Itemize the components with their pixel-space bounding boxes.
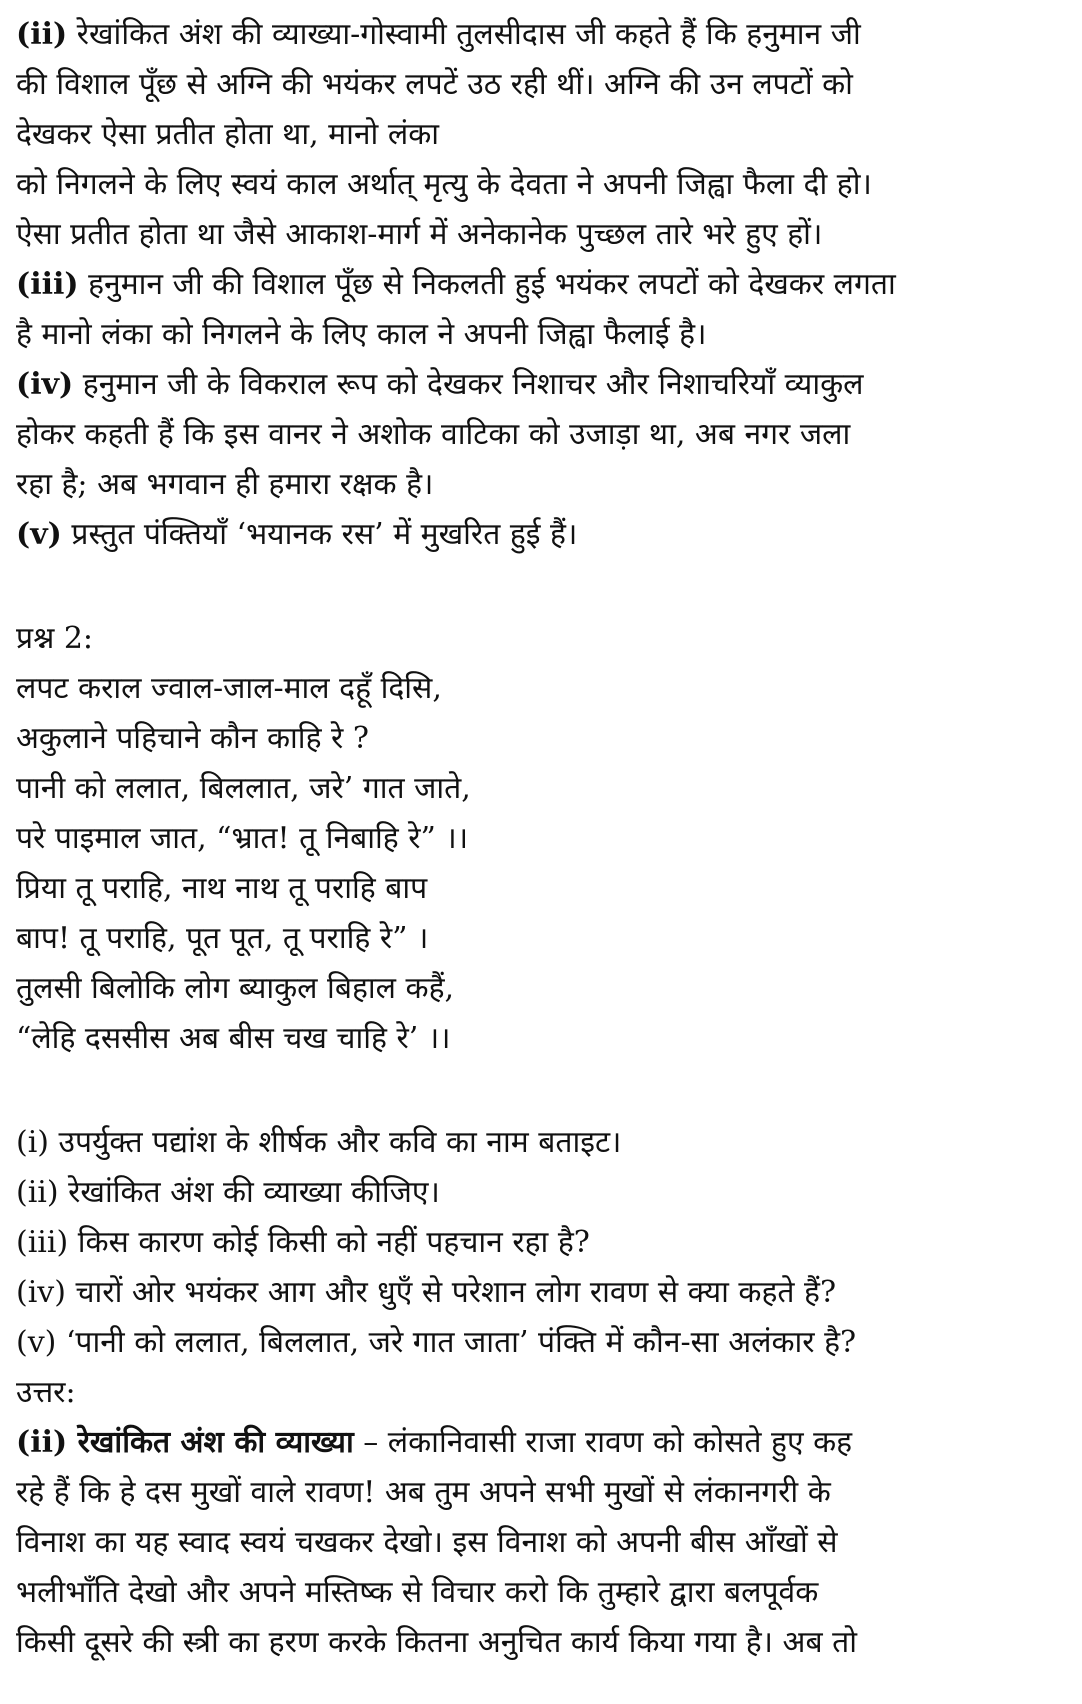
answer-iii-line-2: है मानो लंका को निगलने के लिए काल ने अपनी जिह्वा फैलाई है। bbox=[16, 317, 707, 352]
answer-ii-line-3: देखकर ऐसा प्रतीत होता था, मानो लंका bbox=[16, 117, 440, 152]
answer-iii-label: (iii) bbox=[16, 267, 79, 302]
answer-2-bold-label: (ii) रेखांकित अंश की व्याख्या bbox=[16, 1425, 354, 1460]
answer-ii-line-5: ऐसा प्रतीत होता था जैसे आकाश-मार्ग में अनेकानेक पुच्छल तारे भरे हुए हों। bbox=[16, 217, 823, 252]
answer-v-text: प्रस्तुत पंक्तियाँ ‘भयानक रस’ में मुखरित हुई हैं। bbox=[71, 517, 578, 552]
answer-v-line bbox=[16, 510, 1074, 560]
poem-line-6: बाप! तू पराहि, पूत पूत, तू पराहि रे” । bbox=[16, 921, 429, 956]
answer-iv-line-2: होकर कहती हैं कि इस वानर ने अशोक वाटिका को उजाड़ा था, अब नगर जला bbox=[16, 417, 851, 452]
poem-line-4: परे पाइमाल जात, “भ्रात! तू निबाहि रे” ।। bbox=[16, 821, 469, 856]
answer-2-line-4: भलीभाँति देखो और अपने मस्तिष्क से विचार करो कि तुम्हारे द्वारा बलपूर्वक bbox=[16, 1575, 819, 1610]
sub-question-5: (v) ‘पानी को ललात, बिललात, जरे गात जाता’ पंक्ति में कौन-सा अलंकार है? bbox=[16, 1325, 857, 1360]
answer-ii-text: रेखांकित अंश की व्याख्या-गोस्वामी तुलसीदास जी कहते हैं कि हनुमान जी bbox=[76, 17, 861, 52]
answer-iv-line-3: रहा है; अब भगवान ही हमारा रक्षक है। bbox=[16, 467, 434, 502]
answer-ii-line-2: की विशाल पूँछ से अग्नि की भयंकर लपटें उठ रही थीं। अग्नि की उन लपटों को bbox=[16, 67, 853, 102]
answer-iv-text: हनुमान जी के विकराल रूप को देखकर निशाचर और निशाचरियाँ व्याकुल bbox=[82, 367, 864, 402]
sub-question-1: (i) उपर्युक्त पद्यांश के शीर्षक और कवि का नाम बताइट। bbox=[16, 1125, 622, 1160]
answer-2-line-5: किसी दूसरे की स्त्री का हरण करके कितना अनुचित कार्य किया गया है। अब तो bbox=[16, 1625, 857, 1660]
answer-2-first-text: – लंकानिवासी राजा रावण को कोसते हुए कह bbox=[353, 1425, 853, 1460]
answer-iii-text: हनुमान जी की विशाल पूँछ से निकलती हुई भयंकर लपटों को देखकर लगता bbox=[88, 267, 896, 302]
poem-line-8: “लेहि दससीस अब बीस चख चाहि रे’ ।। bbox=[16, 1021, 451, 1056]
answer-v-label: (v) bbox=[16, 517, 62, 552]
sub-question-3: (iii) किस कारण कोई किसी को नहीं पहचान रहा है? bbox=[16, 1225, 590, 1260]
poem-line-3: पानी को ललात, बिललात, जरे’ गात जाते, bbox=[16, 771, 471, 806]
poem-line-2: अकुलाने पहिचाने कौन काहि रे ? bbox=[16, 721, 369, 756]
sub-question-4: (iv) चारों ओर भयंकर आग और धुएँ से परेशान लोग रावण से क्या कहते हैं? bbox=[16, 1275, 837, 1310]
sub-question-2: (ii) रेखांकित अंश की व्याख्या कीजिए। bbox=[16, 1175, 440, 1210]
answer-ii-line-4: को निगलने के लिए स्वयं काल अर्थात् मृत्यु के देवता ने अपनी जिह्वा फैला दी हो। bbox=[16, 167, 872, 202]
answer-2-line-1 bbox=[16, 1418, 1074, 1468]
poem-line-7: तुलसी बिलोकि लोग ब्याकुल बिहाल कहैं, bbox=[16, 971, 455, 1006]
answer-ii-label: (ii) bbox=[16, 17, 68, 52]
poem-line-5: प्रिया तू पराहि, नाथ नाथ तू पराहि बाप bbox=[16, 871, 428, 906]
answer-ii-line-1 bbox=[16, 10, 1074, 60]
answer-iv-label: (iv) bbox=[16, 367, 74, 402]
answer-2-line-2: रहे हैं कि हे दस मुखों वाले रावण! अब तुम अपने सभी मुखों से लंकानगरी के bbox=[16, 1475, 831, 1510]
answer-2-line-3: विनाश का यह स्वाद स्वयं चखकर देखो। इस विनाश को अपनी बीस आँखों से bbox=[16, 1525, 838, 1560]
answer-heading: उत्तर: bbox=[16, 1375, 76, 1410]
answer-iii-line-1 bbox=[16, 260, 1074, 310]
answer-iv-line-1 bbox=[16, 360, 1074, 410]
question-2-heading: प्रश्न 2: bbox=[16, 621, 94, 656]
poem-line-1: लपट कराल ज्वाल-जाल-माल दहूँ दिसि, bbox=[16, 671, 442, 706]
